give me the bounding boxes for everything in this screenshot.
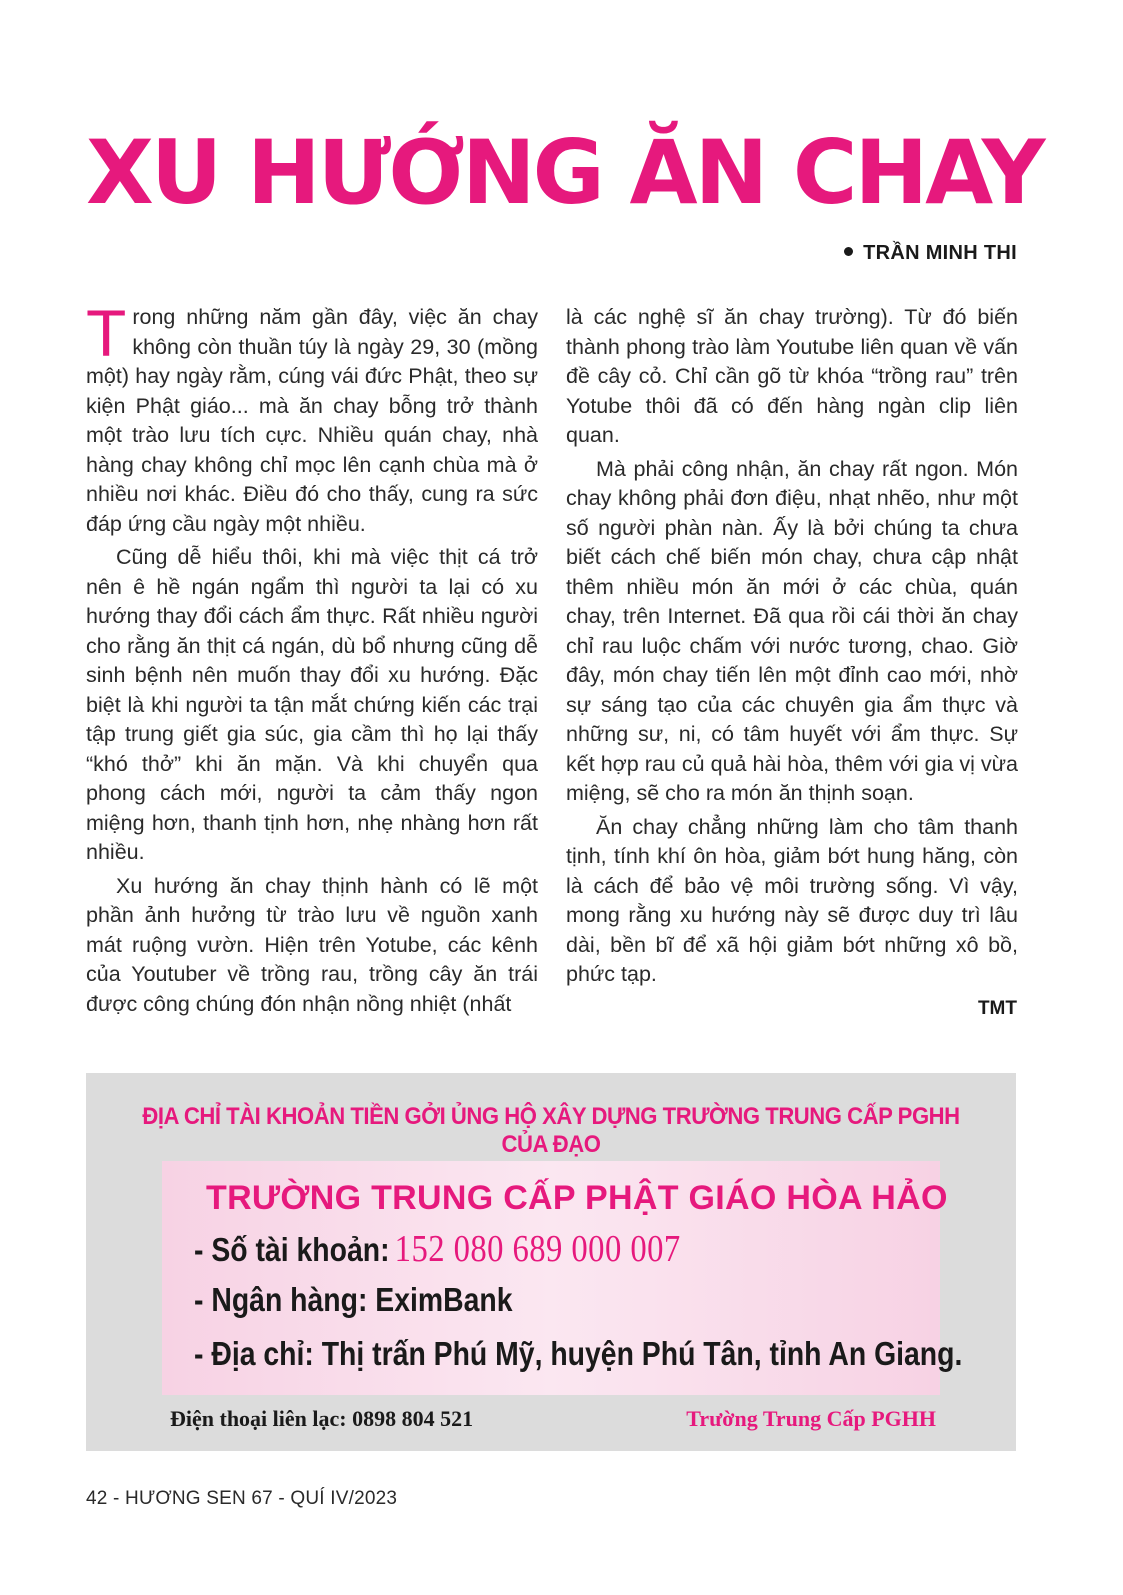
bank-line: - Ngân hàng: EximBank [194,1281,513,1318]
author-name: TRẦN MINH THI [863,242,1017,264]
address-line: - Địa chỉ: Thị trấn Phú Mỹ, huyện Phú Tân, tỉnh An Giang. [194,1335,963,1372]
article-paragraph: Ăn chay chẳng những làm cho tâm thanh tịnh, tính khí ôn hòa, giảm bớt hung hăng, còn là cách để bảo vệ môi trường sống. Vì vậy, mong rằng xu hướng này sẽ được duy trì lâu dài, bền bĩ để xã hội giảm bớt những xô bồ, phức tạp. [566,814,1018,986]
bullet-dot-icon [844,247,853,256]
bank-info-box [162,1161,963,1395]
donation-heading: ĐỊA CHỈ TÀI KHOẢN TIỀN GỞI ỦNG HỘ XÂY DỰNG TRƯỜNG TRUNG CẤP PGHH CỦA ĐẠO [142,1103,960,1158]
contact-phone: Điện thoại liên lạc: 0898 804 521 [170,1406,474,1431]
paragraph-text: rong những năm gần đây, việc ăn chay không còn thuần túy là ngày 29, 30 (mồng một) hay ngày rằm, cúng vái đức Phật, theo sự kiện Phật giáo... mà ăn chay bỗng trở thành một trào lưu tích cực. Nhiều quán chay, nhà hàng chay không chỉ mọc lên cạnh chùa mà ở nhiều nơi khác. Điều đó cho thấy, cung ra sức đáp ứng cầu ngày một nhiều. [86,305,538,536]
article-paragraph: Xu hướng ăn chay thịnh hành có lẽ một phần ảnh hưởng từ trào lưu về nguồn xanh mát ruộng vườn. Hiện trên Yotube, các kênh của Youtuber về trồng rau, trồng cây ăn trái được công chúng đón nhận nồng nhiệt (nhất [86,873,538,1016]
donation-footer-school: Trường Trung Cấp PGHH [686,1406,936,1431]
account-label: - Số tài khoản: [194,1231,390,1268]
account-number: 152 080 689 000 007 [394,1228,681,1270]
article-column-right [566,303,1018,994]
article-signature: TMT [977,998,1017,1019]
article-title: XU HƯỚNG ĂN CHAY [86,121,1043,224]
donation-panel [86,1073,1016,1451]
article-author [844,242,1017,265]
article-paragraph: là các nghệ sĩ ăn chay trường). Từ đó biến thành phong trào làm Youtube liên quan về vấn đề cây cỏ. Chỉ cần gõ từ khóa “trồng rau” trên Yotube thôi đã có đến hàng ngàn clip liên quan. [566,305,1018,447]
account-line [194,1227,681,1271]
page-footer: 42 - HƯƠNG SEN 67 - QUÍ IV/2023 [86,1488,398,1509]
article-paragraph [86,296,538,539]
article-paragraph: Mà phải công nhận, ăn chay rất ngon. Món chay không phải đơn điệu, nhạt nhẽo, như một số người phàn nàn. Ấy là bởi chúng ta chưa biết cách chế biến món chay, chưa cập nhật thêm nhiều món ăn mới ở các chùa, quán chay, trên Internet. Đã qua rồi cái thời ăn chay chỉ rau luộc chấm với nước tương, chao. Giờ đây, món chay tiến lên một đỉnh cao mới, nhờ sự sáng tạo của các chuyên gia ẩm thực và những sư, ni, có tâm huyết với ẩm thực. Sự kết hợp rau củ quả hài hòa, thêm với gia vị vừa miệng, sẽ cho ra món ăn thịnh soạn. [566,456,1018,805]
article-paragraph: Cũng dễ hiểu thôi, khi mà việc thịt cá trở nên ê hề ngán ngẩm thì người ta lại có xu hướng thay đổi cách ẩm thực. Rất nhiều người cho rằng ăn thịt cá ngán, dù bổ nhưng cũng dễ sinh bệnh nên muốn thay đổi xu hướng. Đặc biệt là khi người ta tận mắt chứng kiến các trại tập trung giết gia súc, gia cầm thì họ lại thấy “khó thở” khi ăn mặn. Và khi chuyển qua phong cách mới, người ta cảm thấy ngon miệng hơn, thanh tịnh hơn, nhẹ nhàng hơn rất nhiều. [86,545,538,864]
article-column-left [86,296,538,1023]
drop-cap: T [86,296,127,370]
school-name: TRƯỜNG TRUNG CẤP PHẬT GIÁO HÒA HẢO [206,1179,948,1217]
